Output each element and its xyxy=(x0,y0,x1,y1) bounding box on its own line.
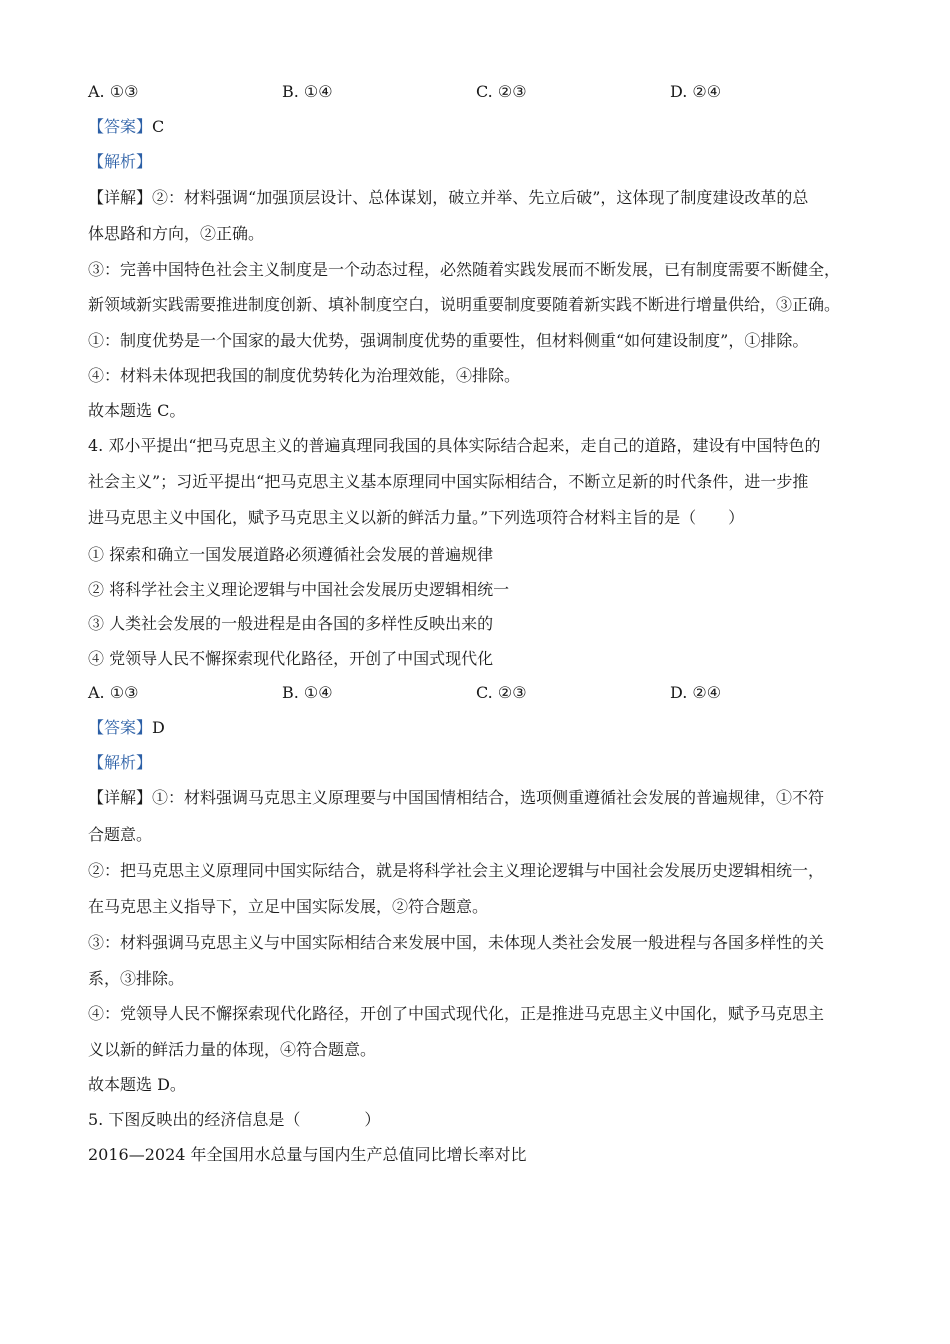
q3-option-a[interactable]: A. ①③ xyxy=(88,82,139,101)
q4-stem-line-2: 社会主义”；习近平提出“把马克思主义基本原理同中国实际相结合，不断立足新的时代条件，进一步推 xyxy=(88,472,809,491)
q3-answer-value: C xyxy=(152,117,165,136)
q4-answer-tag: 【答案】 xyxy=(88,718,153,737)
q3-option-c[interactable]: C. ②③ xyxy=(476,82,527,101)
q4-analysis-tag: 【解析】 xyxy=(88,753,153,772)
q3-analysis-line xyxy=(88,152,152,172)
q3-detail-line-1 xyxy=(88,188,808,208)
q3-detail-line-6: ④：材料未体现把我国的制度优势转化为治理效能，④排除。 xyxy=(88,366,521,385)
q3-conclusion: 故本题选 C。 xyxy=(88,401,186,420)
q4-detail-line-8: 义以新的鲜活力量的体现，④符合题意。 xyxy=(88,1040,377,1059)
q4-stem-line-3: 进马克思主义中国化，赋予马克思主义以新的鲜活力量。”下列选项符合材料主旨的是（ ） xyxy=(88,508,745,527)
q3-detail-line-4: 新领域新实践需要推进制度创新、填补制度空白，说明重要制度要随着新实践不断进行增量供给，③正确。 xyxy=(88,295,841,314)
q4-option-c[interactable]: C. ②③ xyxy=(476,683,527,702)
q5-chart-caption: 2016—2024 年全国用水总量与国内生产总值同比增长率对比 xyxy=(88,1145,527,1164)
q4-detail-line-4: 在马克思主义指导下，立足中国实际发展，②符合题意。 xyxy=(88,897,489,916)
q4-stem-line-1: 4. 邓小平提出“把马克思主义的普遍真理同我国的具体实际结合起来，走自己的道路，建设有中国特色的 xyxy=(88,436,821,455)
q4-answer-line xyxy=(88,718,165,738)
q4-detail-line-1 xyxy=(88,788,824,808)
q4-analysis-line xyxy=(88,753,152,773)
q4-detail-text: ①：材料强调马克思主义原理要与中国国情相结合，选项侧重遵循社会发展的普遍规律，①不符 xyxy=(152,788,825,807)
q4-option-d[interactable]: D. ②④ xyxy=(670,683,722,702)
q4-item-3: ③ 人类社会发展的一般进程是由各国的多样性反映出来的 xyxy=(88,614,494,633)
q4-conclusion: 故本题选 D。 xyxy=(88,1075,186,1094)
q3-detail-line-2: 体思路和方向，②正确。 xyxy=(88,224,265,243)
q3-analysis-tag: 【解析】 xyxy=(88,152,153,171)
q4-detail-line-6: 系，③排除。 xyxy=(88,969,185,988)
q3-option-b[interactable]: B. ①④ xyxy=(282,82,333,101)
q4-item-4: ④ 党领导人民不懈探索现代化路径，开创了中国式现代化 xyxy=(88,649,494,668)
q5-stem: 5. 下图反映出的经济信息是（ ） xyxy=(88,1110,381,1129)
q3-detail-line-5: ①：制度优势是一个国家的最大优势，强调制度优势的重要性，但材料侧重“如何建设制度”，①排除。 xyxy=(88,331,809,350)
q4-item-2: ② 将科学社会主义理论逻辑与中国社会发展历史逻辑相统一 xyxy=(88,580,510,599)
q4-item-1: ① 探索和确立一国发展道路必须遵循社会发展的普遍规律 xyxy=(88,545,494,564)
q3-detail-tag: 【详解】 xyxy=(88,188,153,207)
q4-detail-line-7: ④：党领导人民不懈探索现代化路径，开创了中国式现代化，正是推进马克思主义中国化，赋予马克思主 xyxy=(88,1004,825,1023)
q3-answer-line xyxy=(88,117,164,137)
q4-detail-tag: 【详解】 xyxy=(88,788,153,807)
q4-option-a[interactable]: A. ①③ xyxy=(88,683,139,702)
q3-detail-text: ②：材料强调“加强顶层设计、总体谋划，破立并举、先立后破”，这体现了制度建设改革的总 xyxy=(152,188,809,207)
q4-detail-line-2: 合题意。 xyxy=(88,825,153,844)
q4-answer-value: D xyxy=(152,718,165,737)
q3-detail-line-3: ③：完善中国特色社会主义制度是一个动态过程，必然随着实践发展而不断发展，已有制度需要不断健全， xyxy=(88,260,841,279)
q4-detail-line-5: ③：材料强调马克思主义与中国实际相结合来发展中国，未体现人类社会发展一般进程与各国多样性的关 xyxy=(88,933,825,952)
q3-option-d[interactable]: D. ②④ xyxy=(670,82,722,101)
q4-detail-line-3: ②：把马克思主义原理同中国实际结合，就是将科学社会主义理论逻辑与中国社会发展历史逻辑相统一， xyxy=(88,861,825,880)
q4-option-b[interactable]: B. ①④ xyxy=(282,683,333,702)
q3-answer-tag: 【答案】 xyxy=(88,117,153,136)
